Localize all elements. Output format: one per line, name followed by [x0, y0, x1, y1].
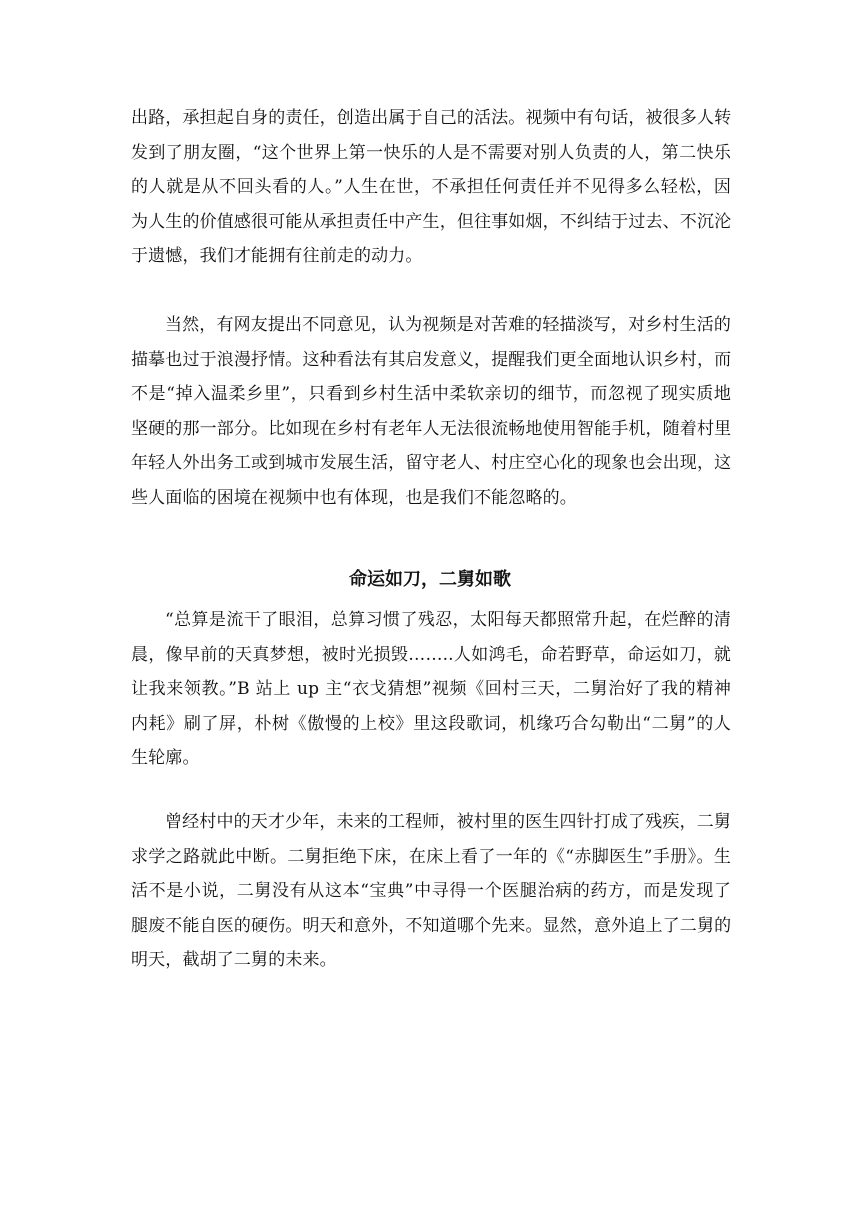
text-line: 曾经村中的天才少年，未来的工程师，被村里的医生四针打成了残疾，二舅 — [165, 812, 731, 832]
text-line: 生轮廓。 — [131, 748, 200, 768]
text-line: 不是“掉入温柔乡里”，只看到乡村生活中柔软亲切的细节，而忽视了现实质地 — [131, 384, 731, 404]
text-line: 出路，承担起自身的责任，创造出属于自己的活法。视频中有句话，被很多人转 — [131, 108, 732, 128]
paragraph-second-uncle-story — [131, 805, 731, 978]
paragraph-responsibility — [131, 101, 731, 274]
text-line: 年轻人外出务工或到城市发展生活，留守老人、村庄空心化的现象也会出现，这 — [131, 453, 732, 473]
text-line: 的人就是从不回头看的人。”人生在世，不承担任何责任并不见得多么轻松，因 — [131, 177, 731, 197]
text-line: 发到了朋友圈，“这个世界上第一快乐的人是不需要对别人负责的人，第二快乐 — [131, 142, 731, 163]
paragraph-different-opinions — [131, 308, 731, 515]
text-line: 让我来领教。”B 站上 up 主“衣戈猜想”视频《回村三天，二舅治好了我的精神 — [131, 679, 731, 699]
text-line: 晨，像早前的天真梦想，被时光损毁……..人如鸿毛，命若野草，命运如刀，就 — [131, 644, 731, 665]
text-line: 腿废不能自医的硬伤。明天和意外，不知道哪个先来。显然，意外追上了二舅的 — [131, 915, 732, 936]
text-line: 内耗》刷了屏，朴树《傲慢的上校》里这段歌词，机缘巧合勾勒出“二舅”的人 — [131, 713, 731, 734]
text-line: 于遗憾，我们才能拥有往前走的动力。 — [131, 246, 423, 266]
text-line: 为人生的价值感很可能从承担责任中产生，但往事如烟，不纠结于过去、不沉沦 — [131, 211, 732, 232]
text-line: 描摹也过于浪漫抒情。这种看法有其启发意义，提醒我们更全面地认识乡村，而 — [131, 349, 732, 370]
text-line: 当然，有网友提出不同意见，认为视频是对苦难的轻描淡写，对乡村生活的 — [165, 315, 731, 335]
paragraph-lyrics-quote — [131, 603, 731, 776]
section-heading: 命运如刀，二舅如歌 — [349, 569, 511, 590]
text-line: 些人面临的困境在视频中也有体现，也是我们不能忽略的。 — [131, 487, 577, 508]
text-line: “总算是流干了眼泪，总算习惯了残忍，太阳每天都照常升起，在烂醉的清 — [165, 610, 731, 630]
text-line: 求学之路就此中断。二舅拒绝下床，在床上看了一年的《“赤脚医生”手册》。生 — [131, 846, 731, 867]
text-line: 明天，截胡了二舅的未来。 — [131, 950, 337, 970]
text-line: 活不是小说，二舅没有从这本“宝典”中寻得一个医腿治病的药方，而是发现了 — [131, 881, 731, 901]
text-line: 坚硬的那一部分。比如现在乡村有老年人无法很流畅地使用智能手机，随着村里 — [131, 418, 732, 439]
